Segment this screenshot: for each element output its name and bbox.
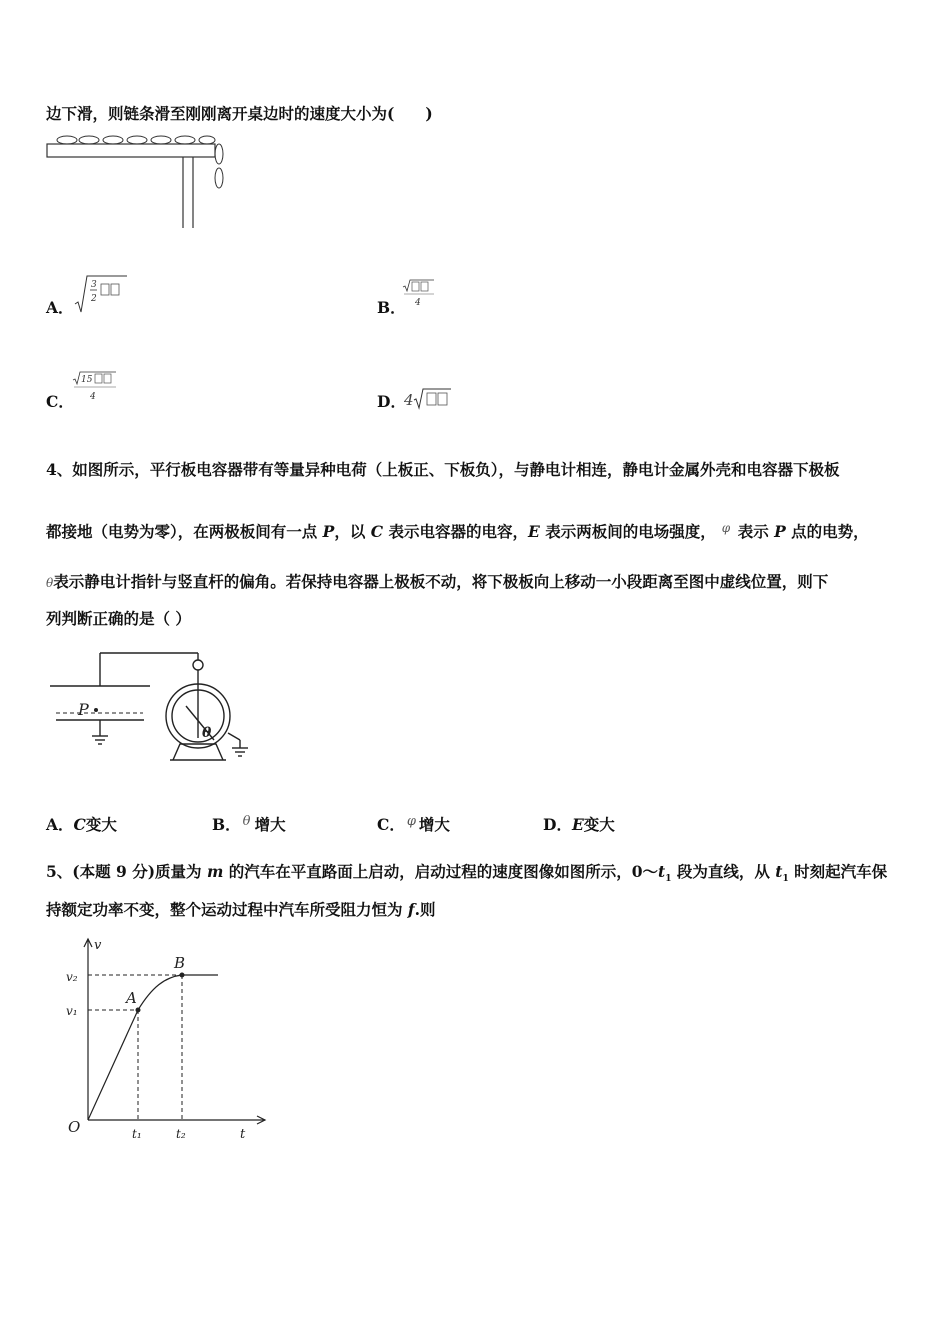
q5-line-1 — [46, 860, 887, 884]
text: 时刻起汽车保 — [788, 862, 888, 881]
q4-line-2 — [46, 520, 869, 542]
option-text: 增大 — [254, 815, 286, 834]
v-axis-label: v — [94, 938, 102, 953]
var-theta: θ — [46, 576, 54, 590]
subscript: 1 — [782, 874, 789, 885]
q3-option-c-math — [72, 370, 122, 404]
text: .则 — [414, 900, 436, 919]
var-C: C — [370, 522, 384, 541]
option-label: D． — [543, 815, 572, 834]
frac-num: 3 — [91, 280, 97, 290]
subscript: 1 — [665, 874, 672, 885]
var-t: t — [658, 862, 666, 881]
var-m: m — [206, 862, 224, 881]
option-label: A． — [46, 298, 74, 317]
q3-option-a-math — [73, 274, 129, 314]
text: 5、(本题 9 分)质量为 — [46, 862, 207, 881]
option-var: C — [73, 815, 86, 834]
option-label: B． — [212, 815, 241, 834]
text: 表示两板间的电场强度， — [539, 522, 716, 541]
option-label: C． — [46, 392, 74, 411]
var-P: P — [774, 522, 786, 541]
velocity-time-graph — [60, 935, 290, 1145]
text: 点的电势， — [785, 522, 869, 541]
var-f: f — [407, 900, 415, 919]
fifteen: 15 — [81, 375, 93, 385]
q4-line-4: 列判断正确的是（ ） — [46, 609, 191, 628]
q3-stem-tail: 边下滑，则链条滑至刚刚离开桌边时的速度大小为( ) — [46, 104, 433, 123]
table-top — [47, 144, 215, 157]
frac-den: 2 — [91, 294, 97, 304]
q3-option-d[interactable] — [377, 390, 406, 412]
v1-label: v₁ — [66, 1004, 78, 1018]
denominator-four: 4 — [90, 392, 96, 402]
option-text: 变大 — [583, 815, 615, 834]
chain-table-figure — [45, 130, 245, 230]
text: 表示 — [737, 522, 775, 541]
text: 都接地（电势为零），在两极板间有一点 — [46, 522, 323, 541]
t-axis-label: t — [240, 1127, 246, 1142]
option-text: 变大 — [85, 815, 117, 834]
linear-segment — [88, 1010, 138, 1120]
theta-label: θ — [202, 725, 212, 741]
option-label: C． — [377, 815, 405, 834]
text: 的汽车在平直路面上启动，启动过程的速度图像如图所示，0～ — [223, 862, 659, 881]
q4-option-d[interactable] — [543, 813, 615, 835]
point-A-label: A — [126, 989, 137, 1007]
var-P: P — [322, 522, 335, 541]
capacitor-electrometer-figure — [48, 648, 263, 773]
q4-line-1: 4、如图所示，平行板电容器带有等量异种电荷（上板正、下板负），与静电计相连，静电计金属外壳和电容器下极板 — [46, 460, 840, 479]
q4-line-3 — [46, 570, 828, 592]
point-B-label: B — [174, 954, 186, 972]
q4-option-c[interactable] — [377, 813, 450, 835]
var-phi: φ — [721, 521, 731, 535]
q5-line-2 — [46, 898, 435, 920]
denominator-four: 4 — [415, 298, 421, 308]
text: 表示静电计指针与竖直杆的偏角。若保持电容器上极板不动，将下极板向上移动一小段距离至图中虚线位置，则下 — [53, 572, 829, 591]
option-var: φ — [406, 814, 416, 829]
t2-label: t₂ — [176, 1127, 186, 1141]
point-P-label: P — [78, 700, 89, 719]
q3-option-d-math — [403, 386, 455, 410]
origin-label: O — [68, 1118, 81, 1136]
q3-option-a[interactable] — [46, 296, 74, 318]
var-t: t — [775, 862, 783, 881]
text: 持额定功率不变，整个运动过程中汽车所受阻力恒为 — [46, 900, 408, 919]
option-var: E — [571, 815, 584, 834]
option-text: 增大 — [418, 815, 450, 834]
option-label: A． — [46, 815, 74, 834]
text: 段为直线，从 — [671, 862, 776, 881]
q4-option-a[interactable] — [46, 813, 117, 835]
text: 表示电容器的电容， — [383, 522, 528, 541]
option-label: D． — [377, 392, 406, 411]
option-var: θ — [242, 814, 251, 829]
var-E: E — [527, 522, 540, 541]
coefficient-four: 4 — [404, 391, 414, 409]
v2-label: v₂ — [66, 970, 78, 984]
q3-option-b-math — [402, 278, 442, 310]
q4-option-b[interactable] — [212, 813, 286, 835]
t1-label: t₁ — [132, 1127, 142, 1141]
curve-segment — [138, 975, 218, 1010]
q3-option-c[interactable] — [46, 390, 74, 412]
text: ，以 — [334, 522, 371, 541]
option-label: B． — [377, 298, 406, 317]
